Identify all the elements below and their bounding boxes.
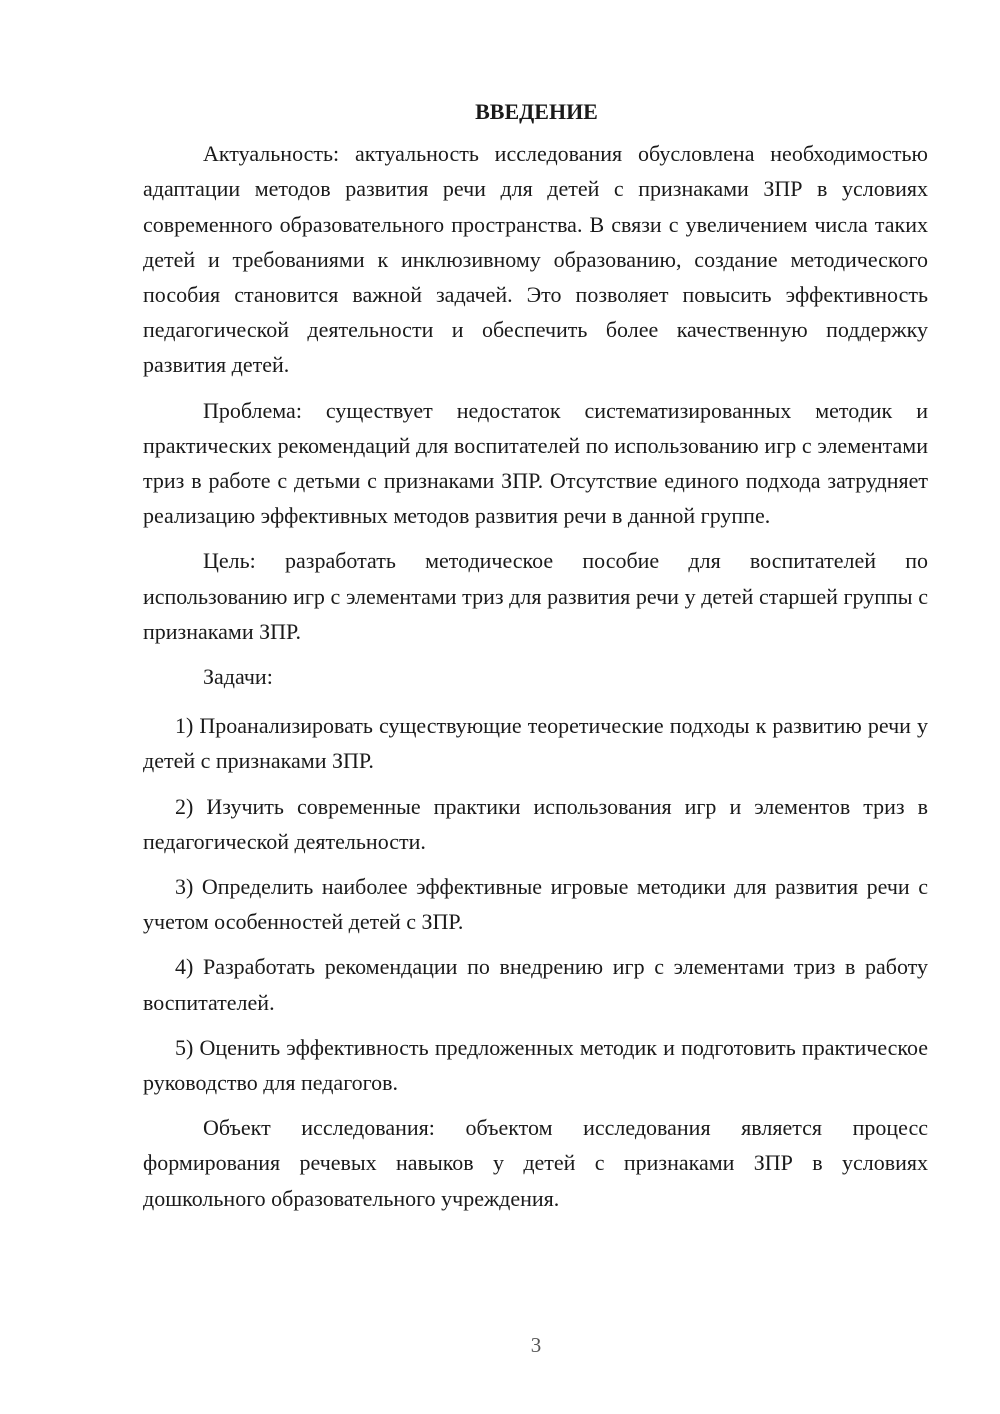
problem-paragraph: Проблема: существует недостаток систематизированных методик и практических рекомендаций для воспитателей по использованию игр с элементами триз в работе с детьми с признаками ЗПР. Отсутствие единого подхода затрудняет реализацию эффективных методов развития речи в данной группе. bbox=[143, 397, 928, 529]
document-body bbox=[143, 94, 928, 1226]
task-item-1: 1) Проанализировать существующие теоретические подходы к развитию речи у детей с признаками ЗПР. bbox=[143, 713, 928, 774]
tasks-label: Задачи: bbox=[203, 664, 273, 690]
task-item-5: 5) Оценить эффективность предложенных методик и подготовить практическое руководство для педагогов. bbox=[143, 1034, 928, 1096]
section-title: ВВЕДЕНИЕ bbox=[475, 99, 598, 124]
task-item-4: 4) Разработать рекомендации по внедрению игр с элементами триз в работу воспитателей. bbox=[143, 954, 928, 1015]
goal-paragraph: Цель: разработать методическое пособие для воспитателей по использованию игр с элементами триз для развития речи у детей старшей группы с признаками ЗПР. bbox=[143, 548, 928, 644]
tasks-list bbox=[143, 708, 928, 1100]
relevance-paragraph: Актуальность: актуальность исследования обусловлена необходимостью адаптации методов развития речи для детей с признаками ЗПР в условиях современного образовательного пространства. В связи с увеличением числа таких детей и требованиями к инклюзивному образованию, создание методического пособия становится важной задачей. Это позволяет повысить эффективность педагогической деятельности и обеспечить более качественную поддержку развития детей. bbox=[143, 141, 928, 378]
task-item-2: 2) Изучить современные практики использования игр и элементов триз в педагогической деятельности. bbox=[143, 793, 928, 854]
object-paragraph: Объект исследования: объектом исследования является процесс формирования речевых навыков у детей с признаками ЗПР в условиях дошкольного образовательного учреждения. bbox=[143, 1115, 928, 1211]
page-number: 3 bbox=[530, 1333, 542, 1357]
task-item-3: 3) Определить наиболее эффективные игровые методики для развития речи с учетом особенностей детей с ЗПР. bbox=[143, 874, 928, 935]
